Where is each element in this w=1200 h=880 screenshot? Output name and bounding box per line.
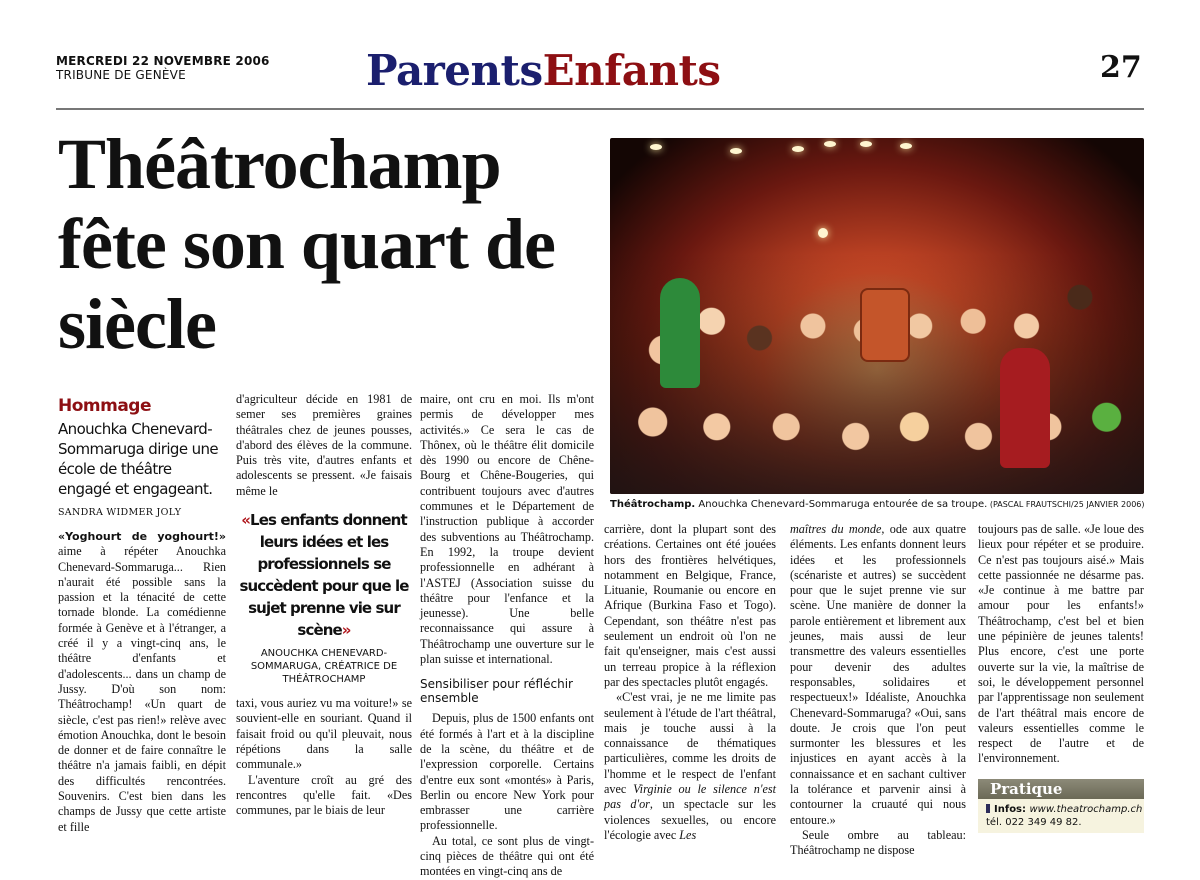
column-4 — [604, 522, 776, 843]
stage-light-icon — [824, 141, 836, 147]
column-1 — [58, 396, 226, 835]
bullet-icon — [986, 804, 990, 813]
body-column-1 — [58, 529, 226, 835]
paragraph-text: , un spectacle sur les violences sexuelles, ou encore l'écologie avec — [604, 797, 777, 842]
column-6 — [978, 522, 1144, 833]
column-2 — [236, 392, 412, 818]
subheading: Sensibiliser pour réfléchir ensemble — [420, 677, 573, 706]
column-3 — [420, 392, 594, 880]
paragraph-text: «C'est vrai, je ne me limite pas seulement à l'étude de l'art théâtral, mais je touche aussi à la connaissance de thématiques particulières, comme les droits de l'homme et le respect de l'enfant avec — [604, 690, 776, 797]
paragraph: toujours pas de salle. «Je loue des lieux pour répéter et se produire. Ce n'est pas toujours aisé.» Mais cette passionnée ne désarme pas. «Je continue à me battre par amour pour les enfants!» Théâtrochamp, c'est bel et bien une pépinière de jeunes talents! Plus encore, c'est une porte ouverte sur la vie, la maîtrise de soi, le développement personnel par l'apprentissage non seulement de l'art théâtral mais encore de valeurs essentielles comme le respect de l'autre et de l'environnement. — [978, 522, 1144, 766]
phone-number: tél. 022 349 49 82. — [986, 816, 1082, 828]
lead-paragraph: Anouchka Chenevard-Sommaruga dirige une école de théâtre engagé et engageant. — [58, 420, 219, 498]
masthead-enfants: Enfants — [542, 46, 721, 95]
stage-light-icon — [818, 228, 828, 238]
paragraph: Depuis, plus de 1500 enfants ont été formés à l'art et à la discipline de la scène, du théâtre et de l'expression corporelle. Certains d'entre eux sont «montés» à Paris, Berlin ou encore New York pour embrasser une carrière professionnelle. — [420, 711, 594, 833]
header-divider — [56, 108, 1144, 110]
troupe-photo — [610, 138, 1144, 494]
paragraph: d'agriculteur décide en 1981 de semer ses premières graines théâtrales chez de jeunes pousses, d'abord des élèves de la commune. Puis très vite, d'autres enfants et adolescents se pressent. «Je faisais même le — [236, 392, 412, 498]
opening-quote: «Yoghourt de yoghourt!» — [58, 530, 226, 543]
mask-prop — [860, 288, 910, 362]
paragraph — [604, 690, 776, 843]
info-box-body — [978, 799, 1144, 829]
section-masthead — [366, 44, 721, 98]
photo-caption — [610, 498, 1150, 512]
stage-light-icon — [650, 144, 662, 150]
quote-close-mark: » — [341, 621, 351, 640]
info-box-title: Pratique — [978, 779, 1144, 799]
column-5 — [790, 522, 966, 859]
paragraph: Seule ombre au tableau: Théâtrochamp ne dispose — [790, 827, 966, 858]
caption-title: Théâtrochamp. — [610, 499, 696, 510]
headline: Théâtrochamp fête son quart de siècle — [58, 124, 555, 364]
paragraph — [58, 529, 226, 835]
paragraph: Au total, ce sont plus de vingt-cinq pièces de théâtre qui ont été montées en vingt-cinq ans de — [420, 833, 594, 879]
paragraph: carrière, dont la plupart sont des créations. Certaines ont été jouées hors des frontières helvétiques, notamment en Belgique, France, Lituanie, Roumanie ou encore en Afrique (Burkina Faso et Togo). Cependant, son théâtre n'est pas seulement un endroit où l'on ne fait qu'enseigner, mais c'est aussi un terreau propice à la réflexion par des spectacles plutôt engagés. — [604, 522, 776, 689]
paragraph: taxi, vous auriez vu ma voiture!» se souvient-elle en souriant. Quand il faisait froid ou qu'il pleuvait, nous répétions dans la salle communale.» — [236, 696, 412, 772]
play-title: maîtres du monde — [790, 522, 882, 536]
caption-text: Anouchka Chenevard-Sommaruga entourée de sa troupe. — [695, 499, 988, 510]
play-title: Les — [679, 827, 697, 842]
pull-quote-text: Les enfants donnent leurs idées et les professionnels se succèdent pour que le sujet prenne vie sur scène — [239, 511, 409, 640]
body-column-4 — [604, 522, 776, 843]
body-column-3-top — [420, 392, 594, 667]
green-costume — [660, 278, 700, 388]
body-column-5 — [790, 522, 966, 859]
publication-name: TRIBUNE DE GENÈVE — [56, 68, 186, 82]
paragraph-text: , ode aux quatre éléments. Les enfants donnent leurs idées et les professionnels (scénariste et autres) se succèdent pour que le sujet prenne vie sur scène. Une manière de donner la parole entièrement et librement aux jeunes, mais aussi de leur transmettre des valeurs essentielles pour devenir des adultes responsables, solidaires et respectueux!» Idéaliste, Anouchka Chenevard-Sommaruga? «Oui, sans doute. Je crois que l'on peut surmonter les blessures et les injustices en ayant accès à la connaissance et en sachant cultiver la tolérance et parvenir ainsi à contourner la cruauté qui nous entoure.» — [790, 522, 966, 827]
quote-open-mark: « — [241, 511, 251, 530]
paragraph-text: aime à répéter Anouchka Chenevard-Sommaruga... Rien n'aurait été possible sans la passion et la ténacité de cette tornade blonde. La comédienne formée à Genève et à l'étranger, a créé il y a vingt-cinq ans, le théâtre d'enfants et d'adolescents... dans un champ de Jussy. D'où son nom: Théâtrochamp! «Un quart de siècle, c'est pas rien!» relève avec émotion Anouchka, dont le besoin de donner et de faire connaître le théâtre n'a jamais faibli, en dépit des difficultés rencontrées. Souvenirs. C'est bien dans les champs de Jussy que cette artiste et fille — [58, 544, 226, 834]
photo-credit: (PASCAL FRAUTSCHI/25 JANVIER 2006) — [987, 500, 1145, 509]
body-column-6 — [978, 522, 1144, 767]
pull-quote-attribution: ANOUCHKA CHENEVARD-SOMMARUGA, CRÉATRICE DE THÉÂTROCHAMP — [250, 648, 398, 686]
stage-light-icon — [900, 143, 912, 149]
body-column-2-top — [236, 392, 412, 499]
website-link[interactable]: www.theatrochamp.ch — [1029, 803, 1143, 815]
paragraph: L'aventure croît au gré des rencontres qu'elle fait. «Des communes, par le biais de leur — [236, 772, 412, 818]
stage-light-icon — [730, 148, 742, 154]
paragraph — [790, 522, 966, 828]
kicker: Hommage — [58, 396, 152, 416]
dateline — [56, 54, 270, 82]
stage-light-icon — [792, 146, 804, 152]
masthead-parents: Parents — [366, 46, 543, 95]
page-number: 27 — [1100, 50, 1142, 85]
pull-quote — [236, 509, 412, 641]
play-title: Virginie ou le silence n'est pas d'or — [604, 782, 776, 812]
body-column-2-bottom — [236, 696, 412, 818]
infos-label: Infos: — [994, 803, 1030, 815]
byline: SANDRA WIDMER JOLY — [58, 507, 182, 518]
body-column-3-bottom — [420, 711, 594, 879]
red-costume — [1000, 348, 1050, 468]
paragraph: maire, ont cru en moi. Ils m'ont permis de développer mes activités.» Ce sera le cas de Thônex, où le théâtre élit domicile dès 1990 ou encore de Chêne-Bourg et Chêne-Bougeries, qui contribuent toujours avec d'autres communes et le Département de l'instruction publique à accorder des subventions au Théâtrochamp. En 1992, la troupe devient professionnelle en adhérant à l'ASTEJ (Association suisse du théâtre pour l'enfance et la jeunesse). Une belle reconnaissance qui assure à Théâtrochamp une ouverture sur le plan suisse et international. — [420, 392, 594, 667]
info-box — [978, 779, 1144, 833]
issue-date: MERCREDI 22 NOVEMBRE 2006 — [56, 54, 270, 68]
stage-light-icon — [860, 141, 872, 147]
